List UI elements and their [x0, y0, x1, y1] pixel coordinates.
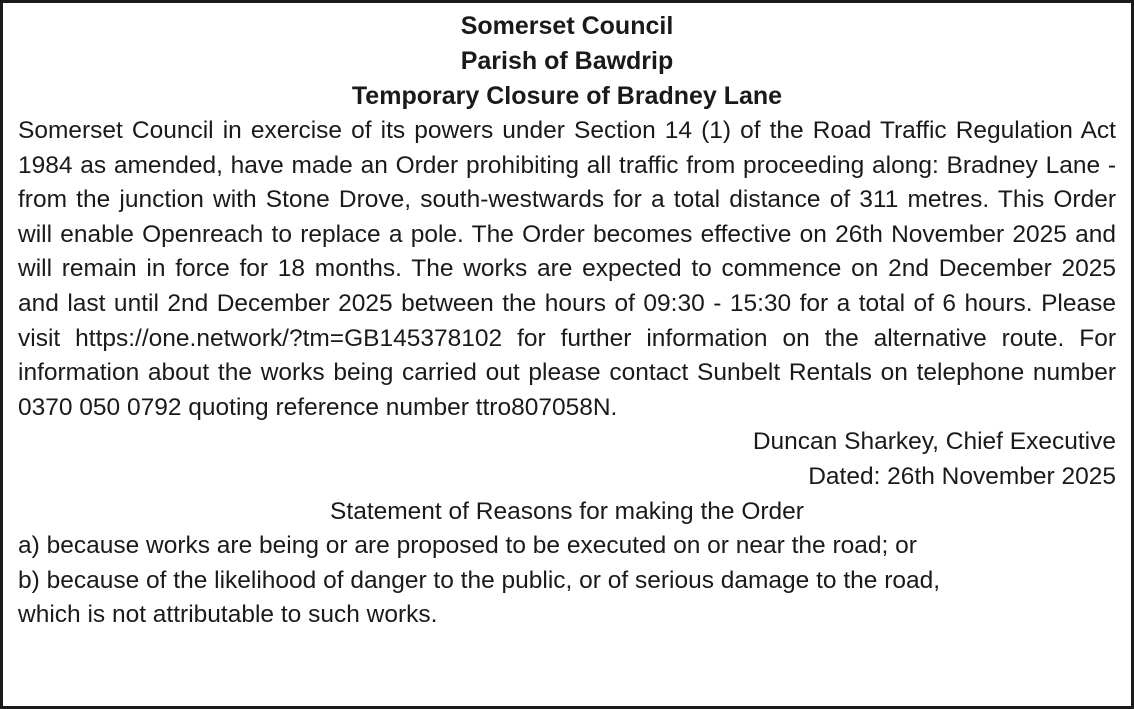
- signatory: Duncan Sharkey, Chief Executive: [752, 428, 1116, 456]
- reason-b-continued: which is not attributable to such works.: [18, 601, 438, 629]
- parish-name: Parish of Bawdrip: [460, 47, 674, 75]
- reason-a: a) because works are being or are proposed to be executed on or near the road; or: [18, 532, 917, 560]
- reasons-heading: Statement of Reasons for making the Order: [330, 497, 804, 525]
- council-name: Somerset Council: [460, 12, 674, 40]
- notice-body: Somerset Council in exercise of its powers under Section 14 (1) of the Road Traffic Regulation Act 1984 as amended, have made an Order prohibiting all traffic from proceeding along: Bradney Lane - from the junction with Stone Drove, south-westwards for a total distance of 311 metres. This Order will enable Openreach to replace a pole. The Order becomes effective on 26th November 2025 and will remain in force for 18 months. The works are expected to commence on 2nd December 2025 and last until 2nd December 2025 between the hours of 09:30 - 15:30 for a total of 6 hours. Please visit https://one.network/?tm=GB145378102 for further information on the alternative route. For information about the works being carried out please contact Sunbelt Rentals on telephone number 0370 050 0792 quoting reference number ttro807058N.: [18, 117, 1116, 421]
- notice-title: Temporary Closure of Bradney Lane: [351, 82, 783, 110]
- reason-b: b) because of the likelihood of danger to the public, or of serious damage to the road,: [18, 566, 941, 594]
- dated-line: Dated: 26th November 2025: [808, 462, 1116, 490]
